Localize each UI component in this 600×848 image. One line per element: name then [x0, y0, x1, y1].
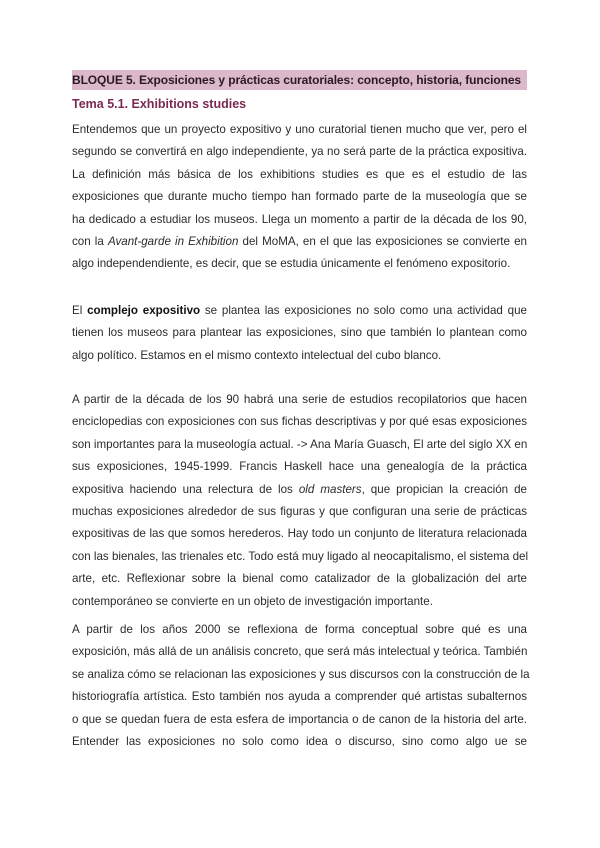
text-run: tienen los museos para plantear las exposiciones, sino que también lo plantean como — [72, 326, 527, 340]
text-run: arte, etc. Reflexionar sobre la bienal como catalizador de la globalización del arte — [72, 572, 527, 586]
text-run: ha dedicado a estudiar los museos. Llega un momento a partir de la década de los 90, — [72, 212, 527, 226]
text-line — [72, 686, 527, 708]
text-line — [72, 186, 527, 208]
text-run: algo político. Estamos en el mismo contexto intelectual del cubo blanco. — [72, 348, 442, 362]
text-run: Entender las exposiciones no solo como idea o discurso, sino como algo ue se — [72, 734, 527, 748]
text-line — [72, 479, 527, 501]
text-line — [72, 731, 527, 753]
text-run: sus exposiciones, 1945-1999. Francis Haskell hace una genealogía de la práctica — [72, 460, 527, 474]
text-line — [72, 389, 527, 411]
text-run: exposiciones que durante mucho tiempo han formado parte de la museología que se — [72, 190, 527, 204]
text-run: o que se quedan fuera de esta esfera de importancia o de canon de la historia del arte. — [72, 712, 527, 726]
text-run: se plantea las exposiciones no solo como una actividad que — [200, 304, 527, 317]
text-line — [72, 709, 527, 731]
text-run: segundo se convertirá en algo independiente, ya no será parte de la práctica expositiva. — [72, 145, 527, 159]
text-run: del MoMA, en el que las exposiciones se convierte en — [238, 234, 527, 248]
text-run: contemporáneo se convierte en un objeto de investigación importante. — [72, 594, 433, 608]
text-line — [72, 411, 527, 433]
text-line — [72, 300, 527, 322]
paragraph — [72, 389, 527, 613]
text-line — [72, 619, 527, 641]
paragraph — [72, 619, 530, 753]
text-run: con las bienales, las trienales etc. Todo está muy ligado al neocapitalismo, el sistema del — [72, 549, 529, 563]
text-line — [72, 322, 527, 344]
text-line — [72, 546, 527, 568]
text-line — [72, 345, 527, 367]
text-line — [72, 501, 527, 523]
text-line — [72, 641, 527, 663]
text-line — [72, 664, 530, 686]
text-line — [72, 209, 527, 231]
text-line — [72, 434, 527, 456]
text-line — [72, 164, 527, 186]
text-line — [72, 456, 527, 478]
text-run: algo independendiente, es decir, que se estudia únicamente el fenómeno expositorio. — [72, 257, 511, 271]
italic-text: Avant-garde in Exhibition — [107, 234, 239, 248]
text-line — [72, 141, 527, 163]
text-run: La definición más básica de los exhibitions studies es que es el estudio de las — [72, 167, 527, 181]
text-run: exposición, más allá de un análisis concreto, que será más intelectual y teórica. También — [72, 645, 528, 659]
text-run: son importantes para la museología actual. -> Ana María Guasch, El arte del siglo XX en — [72, 437, 528, 451]
section-heading: BLOQUE 5. Exposiciones y prácticas curatoriales: concepto, historia, funciones — [72, 70, 527, 90]
text-run: con la — [72, 234, 108, 248]
text-line — [72, 231, 527, 253]
text-line — [72, 568, 527, 590]
text-run: , que propician la creación de — [361, 482, 527, 496]
text-run: A partir de la década de los 90 habrá una serie de estudios recopilatorios que hacen — [72, 393, 527, 406]
topic-subheading: Tema 5.1. Exhibitions studies — [72, 97, 247, 111]
text-line — [72, 591, 527, 613]
text-run: Entendemos que un proyecto expositivo y uno curatorial tienen mucho que ver, pero el — [72, 123, 527, 136]
bold-text: complejo expositivo — [87, 304, 201, 317]
paragraph — [72, 300, 527, 367]
text-line — [72, 253, 527, 275]
text-run: expositivas de las que somos herederos. Hay todo un conjunto de literatura relacionada — [72, 527, 527, 541]
text-line — [72, 523, 527, 545]
text-run: historiografía artística. Esto también nos ayuda a comprender qué artistas subalternos — [72, 690, 527, 704]
text-line — [72, 119, 527, 141]
text-run: enciclopedias con exposiciones con sus fichas descriptivas y por qué esas exposiciones — [72, 415, 527, 429]
text-run: El — [72, 304, 88, 317]
text-run: expositiva haciendo una relectura de los — [72, 482, 299, 496]
text-run: muchas exposiciones alrededor de sus figuras y que configuran una serie de prácticas — [72, 504, 527, 518]
text-run: A partir de los años 2000 se reflexiona de forma conceptual sobre qué es una — [72, 623, 527, 636]
italic-text: old masters — [298, 482, 362, 496]
text-run: se analiza cómo se relacionan las exposiciones y sus discursos con la construcción de la — [72, 667, 530, 681]
paragraph — [72, 119, 527, 276]
